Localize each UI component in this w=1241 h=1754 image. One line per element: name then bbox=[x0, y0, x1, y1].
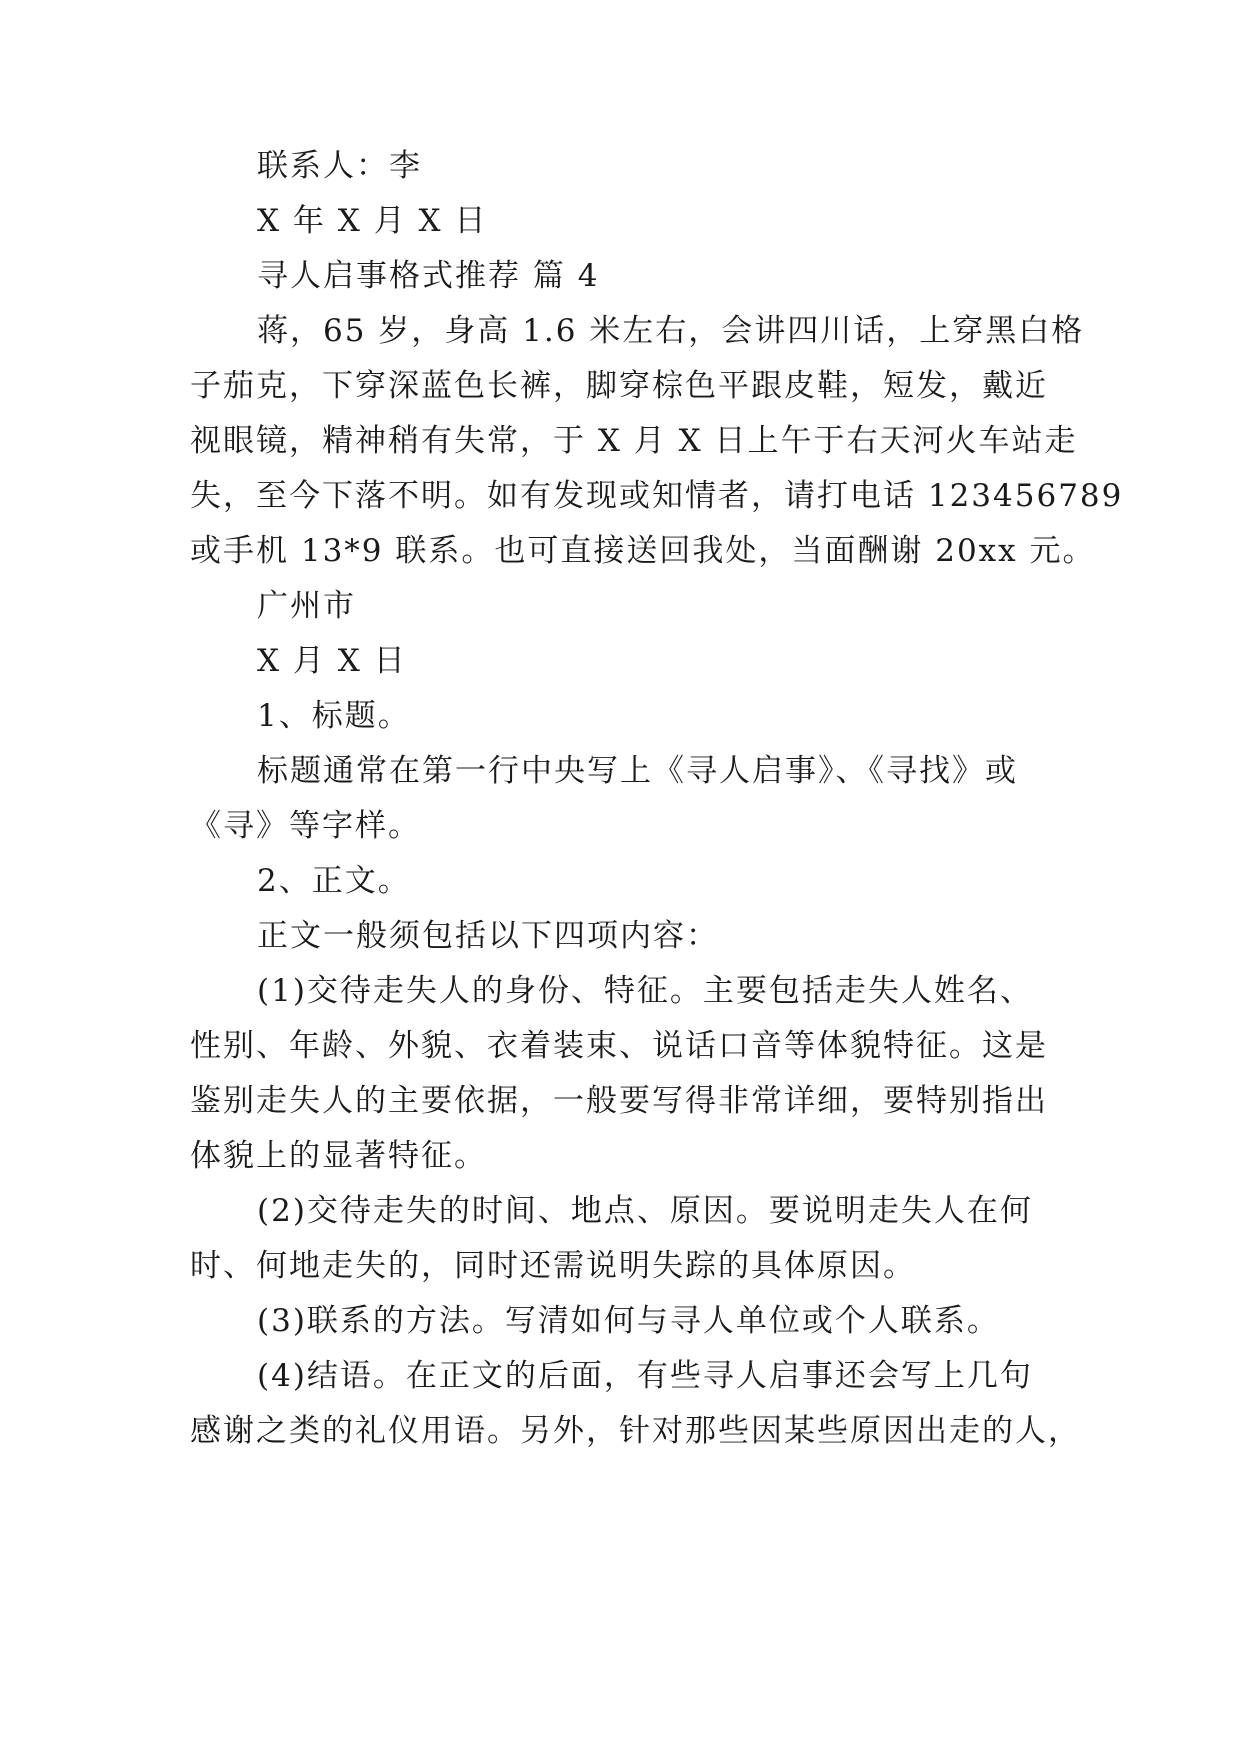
paragraph-line: 体貌上的显著特征。 bbox=[190, 1138, 487, 1174]
notice-text-line: 或手机 13*9 联系。也可直接送回我处，当面酬谢 20xx 元。 bbox=[190, 533, 1096, 569]
item-heading: 2、正文。 bbox=[257, 863, 411, 899]
paragraph-line: 感谢之类的礼仪用语。另外，针对那些因某些原因出走的人， bbox=[190, 1413, 1081, 1449]
notice-text-line: 视眼镜，精神稍有失常，于 X 月 X 日上午于右天河火车站走 bbox=[190, 423, 1078, 459]
item-heading: 1、标题。 bbox=[257, 698, 411, 734]
notice-text-line: 失，至今下落不明。如有发现或知情者，请打电话 123456789 bbox=[190, 478, 1124, 514]
notice-text-line: 蒋，65 岁，身高 1.6 米左右，会讲四川话，上穿黑白格 bbox=[257, 313, 1085, 349]
paragraph-line: (3)联系的方法。写清如何与寻人单位或个人联系。 bbox=[257, 1303, 1000, 1339]
paragraph-line: (2)交待走失的时间、地点、原因。要说明走失人在何 bbox=[257, 1193, 1033, 1229]
city-line: 广州市 bbox=[257, 588, 356, 624]
date-line: X 年 X 月 X 日 bbox=[257, 203, 488, 239]
paragraph-line: (1)交待走失人的身份、特征。主要包括走失人姓名、 bbox=[257, 973, 1033, 1009]
contact-line: 联系人：李 bbox=[257, 148, 422, 184]
notice-text-line: 子茄克，下穿深蓝色长裤，脚穿棕色平跟皮鞋，短发，戴近 bbox=[190, 368, 1048, 404]
paragraph-line: 时、何地走失的，同时还需说明失踪的具体原因。 bbox=[190, 1248, 916, 1284]
paragraph-line: 《寻》等字样。 bbox=[190, 808, 421, 844]
section-heading: 寻人启事格式推荐 篇 4 bbox=[257, 258, 600, 294]
paragraph-line: (4)结语。在正文的后面，有些寻人启事还会写上几句 bbox=[257, 1358, 1033, 1394]
date-line: X 月 X 日 bbox=[257, 643, 407, 679]
paragraph-line: 性别、年龄、外貌、衣着装束、说话口音等体貌特征。这是 bbox=[190, 1028, 1048, 1064]
paragraph-line: 鉴别走失人的主要依据，一般要写得非常详细，要特别指出 bbox=[190, 1083, 1048, 1119]
paragraph-line: 正文一般须包括以下四项内容： bbox=[257, 918, 719, 954]
paragraph-line: 标题通常在第一行中央写上《寻人启事》、《寻找》或 bbox=[257, 753, 1018, 789]
